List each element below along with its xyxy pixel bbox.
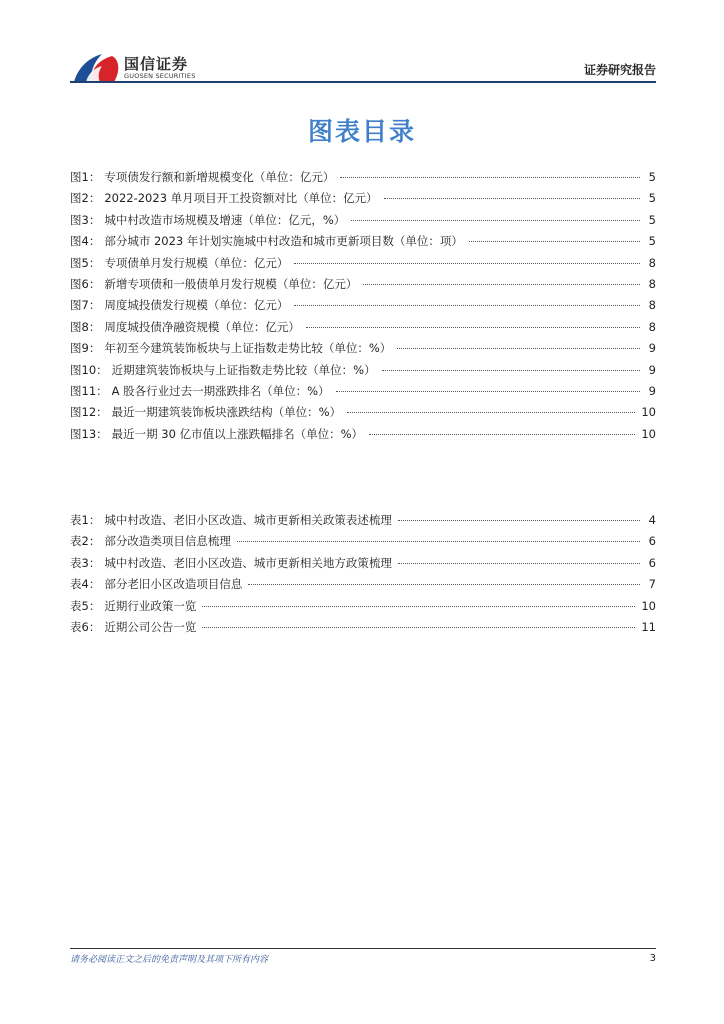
figure-toc-entry[interactable] [70, 383, 656, 404]
toc-dot-leader [294, 305, 640, 306]
toc-entry-page: 8 [648, 276, 656, 291]
toc-dot-leader [347, 412, 635, 413]
toc-dot-leader [469, 241, 640, 242]
toc-entry-title: A 股各行业过去一期涨跌排名（单位：%） [111, 383, 330, 398]
figure-toc-entry[interactable] [70, 190, 656, 211]
toc-entry-page: 5 [648, 191, 656, 206]
toc-dot-leader [237, 541, 640, 542]
toc-entry-label: 图13： [70, 426, 108, 441]
toc-entry-page: 11 [641, 619, 656, 634]
toc-entry-title: 新增专项债和一般债单月发行规模（单位：亿元） [104, 276, 358, 291]
toc-entry-title: 近期建筑装饰板块与上证指数走势比较（单位：%） [111, 362, 376, 377]
toc-entry-label: 图12： [70, 405, 108, 420]
table-toc-entry[interactable] [70, 533, 656, 554]
toc-dot-leader [306, 327, 640, 328]
toc-entry-label: 图7： [70, 298, 101, 313]
toc-entry-label: 图11： [70, 383, 108, 398]
footer-divider [70, 948, 656, 949]
toc-dot-leader [202, 627, 635, 628]
figure-toc-entry[interactable] [70, 362, 656, 383]
figure-toc-entry[interactable] [70, 340, 656, 361]
toc-entry-page: 6 [648, 555, 656, 570]
toc-entry-title: 周度城投债发行规模（单位：亿元） [104, 298, 289, 313]
toc-entry-title: 城中村改造、老旧小区改造、城市更新相关地方政策梳理 [104, 555, 392, 570]
toc-entry-label: 图9： [70, 341, 101, 356]
toc-entry-title: 专项债单月发行规模（单位：亿元） [104, 255, 289, 270]
toc-entry-page: 5 [648, 234, 656, 249]
toc-entry-page: 8 [648, 319, 656, 334]
toc-dot-leader [382, 370, 640, 371]
footer-disclaimer: 请务必阅读正文之后的免责声明及其项下所有内容 [70, 955, 269, 965]
toc-entry-label: 图1： [70, 170, 101, 184]
toc-entry-page: 5 [648, 170, 656, 184]
toc-dot-leader [398, 520, 640, 521]
table-toc-entry[interactable] [70, 555, 656, 576]
figure-toc-entry[interactable] [70, 255, 656, 276]
figure-toc-entry[interactable] [70, 233, 656, 254]
toc-dot-leader [369, 434, 635, 435]
toc-dot-leader [351, 220, 640, 221]
table-toc-entry[interactable] [70, 576, 656, 597]
toc-entry-label: 图3： [70, 212, 101, 227]
page-header [0, 0, 724, 90]
toc-entry-label: 表6： [70, 619, 101, 634]
toc-entry-page: 5 [648, 212, 656, 227]
figure-toc-entry[interactable] [70, 426, 656, 447]
figure-toc-entry[interactable] [70, 212, 656, 233]
report-type-label: 证券研究报告 [583, 63, 656, 77]
tables-toc [70, 512, 656, 640]
toc-entry-title: 最近一期 30 亿市值以上涨跌幅排名（单位：%） [111, 426, 364, 441]
toc-entry-title: 部分城市 2023 年计划实施城中村改造和城市更新项目数（单位：项） [104, 234, 463, 249]
toc-dot-leader [384, 198, 640, 199]
logo-chinese-name: 国信证券 [124, 55, 189, 73]
toc-entry-title: 城中村改造市场规模及增速（单位：亿元，%） [104, 212, 346, 227]
toc-entry-page: 9 [648, 362, 656, 377]
toc-dot-leader [398, 563, 640, 564]
toc-entry-label: 图6： [70, 276, 101, 291]
page-title: 图表目录 [307, 117, 416, 146]
toc-entry-label: 图2： [70, 191, 101, 206]
toc-dot-leader [248, 584, 640, 585]
toc-entry-label: 图8： [70, 319, 101, 334]
toc-entry-title: 2022-2023 单月项目开工投资额对比（单位：亿元） [104, 191, 378, 206]
toc-entry-page: 9 [648, 383, 656, 398]
toc-entry-page: 7 [648, 577, 656, 592]
toc-entry-label: 图4： [70, 234, 101, 249]
page-number: 3 [649, 953, 656, 964]
toc-dot-leader [340, 177, 640, 178]
figure-toc-entry[interactable] [70, 276, 656, 297]
company-logo [72, 50, 222, 84]
toc-entry-title: 部分改造类项目信息梳理 [104, 534, 231, 549]
toc-entry-label: 图5： [70, 255, 101, 270]
table-toc-entry[interactable] [70, 512, 656, 533]
toc-entry-page: 10 [641, 405, 656, 420]
header-divider [70, 81, 656, 83]
toc-dot-leader [294, 263, 640, 264]
toc-entry-label: 表3： [70, 555, 101, 570]
toc-entry-page: 10 [641, 598, 656, 613]
toc-entry-label: 表4： [70, 577, 101, 592]
figure-toc-entry[interactable] [70, 319, 656, 340]
toc-entry-page: 10 [641, 426, 656, 441]
toc-entry-page: 6 [648, 534, 656, 549]
figures-toc [70, 169, 656, 447]
toc-entry-title: 近期公司公告一览 [104, 619, 197, 634]
toc-entry-page: 9 [648, 341, 656, 356]
toc-entry-page: 4 [648, 513, 656, 527]
toc-entry-page: 8 [648, 298, 656, 313]
figure-toc-entry[interactable] [70, 404, 656, 425]
toc-dot-leader [363, 284, 640, 285]
guosen-logo-icon [72, 50, 122, 84]
toc-entry-label: 表2： [70, 534, 101, 549]
logo-english-name: GUOSEN SECURITIES [124, 72, 196, 80]
toc-entry-title: 部分老旧小区改造项目信息 [104, 577, 243, 592]
toc-entry-title: 近期行业政策一览 [104, 598, 197, 613]
figure-toc-entry[interactable] [70, 169, 656, 190]
table-toc-entry[interactable] [70, 619, 656, 640]
toc-entry-title: 周度城投债净融资规模（单位：亿元） [104, 319, 300, 334]
figure-toc-entry[interactable] [70, 297, 656, 318]
toc-entry-page: 8 [648, 255, 656, 270]
toc-entry-title: 最近一期建筑装饰板块涨跌结构（单位：%） [111, 405, 342, 420]
toc-dot-leader [397, 348, 640, 349]
toc-dot-leader [202, 606, 635, 607]
table-toc-entry[interactable] [70, 598, 656, 619]
toc-entry-label: 表1： [70, 513, 101, 527]
toc-entry-title: 年初至今建筑装饰板块与上证指数走势比较（单位：%） [104, 341, 392, 356]
toc-entry-title: 专项债发行额和新增规模变化（单位：亿元） [104, 170, 335, 184]
toc-entry-title: 城中村改造、老旧小区改造、城市更新相关政策表述梳理 [104, 513, 392, 527]
toc-entry-label: 表5： [70, 598, 101, 613]
toc-dot-leader [336, 391, 640, 392]
toc-entry-label: 图10： [70, 362, 108, 377]
